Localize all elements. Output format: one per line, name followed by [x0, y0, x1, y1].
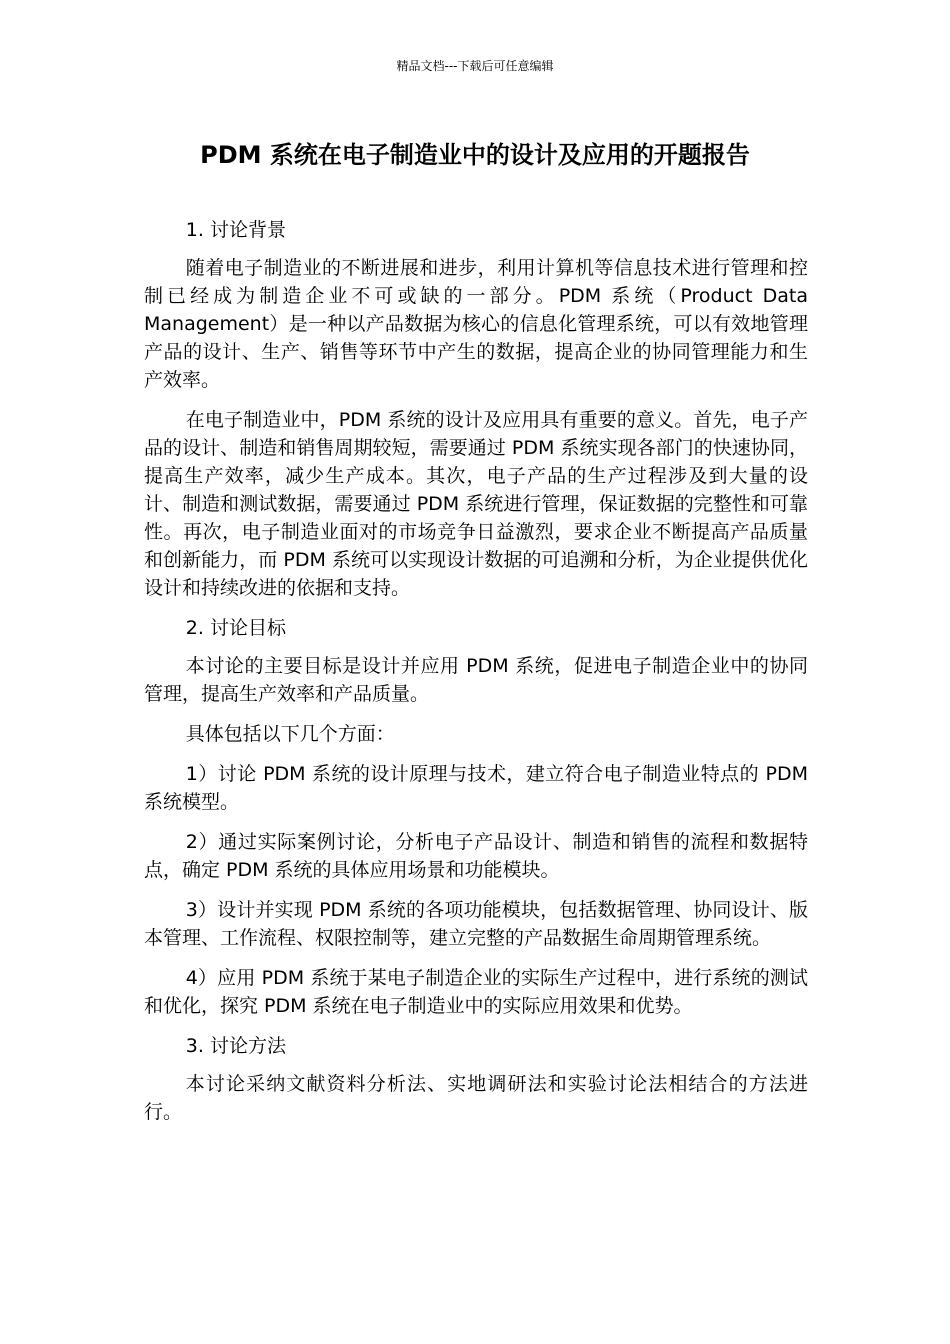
- paragraph-objectives-lead: 具体包括以下几个方面：: [185, 723, 395, 745]
- paragraph-objectives-main: 本讨论的主要目标是设计并应用 PDM 系统，促进电子制造企业中的协同管理，提高生产效率和产品质量。: [144, 655, 808, 705]
- section-heading-methods: 3. 讨论方法: [185, 1035, 286, 1057]
- document-title: PDM 系统在电子制造业中的设计及应用的开题报告: [200, 141, 750, 169]
- objective-item-4: 4）应用 PDM 系统于某电子制造企业的实际生产过程中，进行系统的测试和优化，探究 PDM 系统在电子制造业中的实际应用效果和优势。: [144, 967, 808, 1017]
- document-body: [144, 216, 808, 1138]
- objective-item-3: 3）设计并实现 PDM 系统的各项功能模块，包括数据管理、协同设计、版本管理、工作流程、权限控制等，建立完整的产品数据生命周期管理系统。: [144, 899, 808, 949]
- section-heading-objectives: 2. 讨论目标: [185, 617, 286, 639]
- paragraph-methods: 本讨论采纳文献资料分析法、实地调研法和实验讨论法相结合的方法进行。: [144, 1073, 808, 1123]
- section-heading-background: 1. 讨论背景: [185, 219, 286, 241]
- paragraph-background-significance: 在电子制造业中，PDM 系统的设计及应用具有重要的意义。首先，电子产品的设计、制造和销售周期较短，需要通过 PDM 系统实现各部门的快速协同，提高生产效率，减少生产成本。其次，电子产品的生产过程涉及到大量的设计、制造和测试数据，需要通过 PDM 系统进行管理，保证数据的完整性和可靠性。再次，电子制造业面对的市场竞争日益激烈，要求企业不断提高产品质量和创新能力，而 PDM 系统可以实现设计数据的可追溯和分析，为企业提供优化设计和持续改进的依据和支持。: [144, 409, 808, 599]
- objective-item-1: 1）讨论 PDM 系统的设计原理与技术，建立符合电子制造业特点的 PDM 系统模型。: [144, 763, 808, 813]
- page-header: 精品文档---下载后可任意编辑: [396, 59, 554, 73]
- objective-item-2: 2）通过实际案例讨论，分析电子产品设计、制造和销售的流程和数据特点，确定 PDM 系统的具体应用场景和功能模块。: [144, 831, 808, 881]
- paragraph-background-intro: 随着电子制造业的不断进展和进步，利用计算机等信息技术进行管理和控制已经成为制造企业不可或缺的一部分。PDM 系统（Product Data Management）是一种以产品数据为核心的信息化管理系统，可以有效地管理产品的设计、生产、销售等环节中产生的数据，提高企业的协同管理能力和生产效率。: [144, 257, 808, 391]
